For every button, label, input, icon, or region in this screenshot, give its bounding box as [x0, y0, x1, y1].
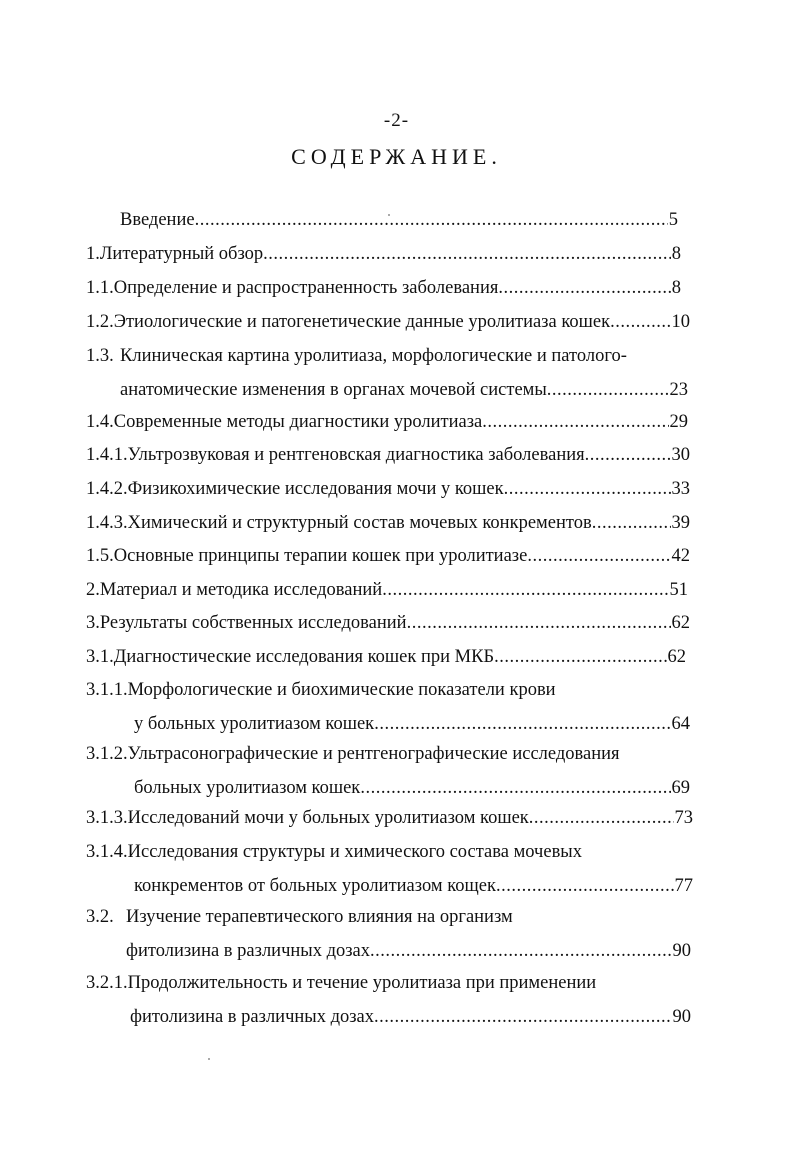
toc-leader-dots [370, 940, 671, 962]
toc-entry-text: Материал и методика исследований [99, 580, 383, 600]
toc-leader-dots [263, 243, 671, 265]
toc-entry-text: Этиологические и патогенетические данные уролитиаза кошек [113, 312, 611, 332]
page-title: СОДЕРЖАНИЕ. [291, 144, 502, 169]
toc-entry-text: Литературный обзор [99, 244, 264, 264]
toc-entry-continuation: конкрементов от больных уролитиазом кощек [134, 876, 496, 896]
toc-leader-dots [592, 512, 671, 534]
scan-speck [208, 1058, 210, 1060]
toc-entry-text: Морфологические и биохимические показатели крови [127, 680, 556, 700]
toc-entry-3-1-4 [86, 841, 693, 899]
toc-entry-1-1 [86, 277, 681, 301]
toc-entry-page: 73 [674, 808, 693, 828]
toc-entry-text: Основные принципы терапии кошек при уролитиазе [113, 546, 528, 566]
toc-entry-3-2 [86, 906, 691, 964]
toc-entry-page: 8 [671, 244, 681, 264]
toc-entry-number: 3.1.3. [86, 808, 128, 828]
toc-leader-dots [498, 277, 670, 299]
toc-leader-dots [360, 777, 670, 799]
toc-entry-text: Физикохимические исследования мочи у кошек [127, 479, 504, 499]
toc-entry-number: 1.3. [86, 346, 114, 366]
toc-entry-page: 90 [672, 1007, 691, 1027]
toc-entry-text: Продолжительность и течение уролитиаза при применении [127, 973, 597, 993]
toc-entry-1-4-2 [86, 478, 690, 502]
toc-entry-text: Современные методы диагностики уролитиаза [113, 412, 483, 432]
toc-entry-page: 10 [671, 312, 690, 332]
toc-entry-3-1-1 [86, 679, 690, 737]
toc-entry-page: 42 [671, 546, 690, 566]
toc-entry-page: 64 [671, 714, 690, 734]
toc-entry-3-1-3 [86, 807, 693, 831]
toc-entry-1 [86, 243, 681, 267]
toc-entry-page: 62 [671, 613, 690, 633]
toc-entry-text: Ультрасонографические и рентгенографические исследования [127, 744, 620, 764]
toc-entry-number: 3.2.1. [86, 973, 128, 993]
toc-entry-1-4 [86, 411, 688, 435]
toc-leader-dots [374, 1006, 671, 1028]
toc-entry-number: 1.4.3. [86, 513, 128, 533]
toc-entry-number: 1.5. [86, 546, 114, 566]
toc-leader-dots [504, 478, 671, 500]
toc-entry-page: 51 [669, 580, 688, 600]
toc-entry-text: Диагностические исследования кошек при МКБ [113, 647, 495, 667]
toc-entry-page: 62 [667, 647, 686, 667]
toc-leader-dots [547, 379, 669, 401]
toc-entry-number: 3.1.1. [86, 680, 128, 700]
toc-entry-introduction [120, 209, 678, 233]
toc-entry-text: Введение [120, 210, 195, 230]
toc-entry-text: Клиническая картина уролитиаза, морфологические и патолого- [120, 346, 627, 366]
toc-entry-text: Химический и структурный состав мочевых конкрементов [127, 513, 592, 533]
toc-leader-dots [494, 646, 666, 668]
toc-entry-number: 3.2. [86, 907, 114, 927]
toc-entry-number: 3.1. [86, 647, 114, 667]
toc-entry-1-2 [86, 311, 690, 335]
toc-entry-number: 2. [86, 580, 100, 600]
toc-entry-page: 5 [668, 210, 678, 230]
toc-entry-text: Исследований мочи у больных уролитиазом кошек [127, 808, 529, 828]
toc-entry-continuation: у больных уролитиазом кошек [134, 714, 375, 734]
toc-leader-dots [496, 875, 674, 897]
toc-entry-page: 30 [671, 445, 690, 465]
toc-entry-1-4-1 [86, 444, 690, 468]
toc-entry-number: 1. [86, 244, 100, 264]
toc-entry-continuation: анатомические изменения в органах мочевой системы [120, 380, 547, 400]
toc-entry-text: Результаты собственных исследований [99, 613, 407, 633]
toc-entry-page: 23 [669, 380, 688, 400]
toc-leader-dots [529, 807, 674, 829]
toc-entry-continuation: фитолизина в различных дозах [126, 941, 371, 961]
toc-entry-3-1 [86, 646, 686, 670]
toc-entry-2 [86, 579, 688, 603]
toc-entry-continuation: больных уролитиазом кошек [134, 778, 361, 798]
toc-entry-1-5 [86, 545, 690, 569]
toc-entry-page: 90 [672, 941, 691, 961]
toc-entry-number: 3.1.4. [86, 842, 128, 862]
toc-entry-number: 1.2. [86, 312, 114, 332]
toc-leader-dots [382, 579, 668, 601]
toc-entry-3 [86, 612, 690, 636]
toc-entry-page: 77 [674, 876, 693, 896]
toc-entry-page: 29 [669, 412, 688, 432]
toc-entry-1-3 [86, 345, 688, 403]
toc-entry-text: Определение и распространенность заболевания [113, 278, 499, 298]
toc-entry-number: 3.1.2. [86, 744, 128, 764]
toc-entry-page: 39 [671, 513, 690, 533]
toc-entry-text: Изучение терапевтического влияния на организм [126, 907, 513, 927]
toc-entry-3-1-2 [86, 743, 690, 801]
toc-entry-number: 1.4. [86, 412, 114, 432]
toc-leader-dots [195, 209, 668, 231]
toc-entry-page: 33 [671, 479, 690, 499]
toc-leader-dots [374, 713, 670, 735]
toc-entry-page: 69 [671, 778, 690, 798]
toc-leader-dots [482, 411, 668, 433]
toc-entry-number: 1.1. [86, 278, 114, 298]
toc-leader-dots [407, 612, 671, 634]
toc-leader-dots [527, 545, 670, 567]
toc-entry-number: 1.4.2. [86, 479, 128, 499]
scan-speck [388, 214, 390, 216]
toc-entry-text: Ультрозвуковая и рентгеновская диагностика заболевания [127, 445, 585, 465]
toc-entry-1-4-3 [86, 512, 690, 536]
page-number: -2- [383, 110, 410, 131]
toc-entry-number: 1.4.1. [86, 445, 128, 465]
toc-entry-page: 8 [671, 278, 681, 298]
toc-entry-number: 3. [86, 613, 100, 633]
toc-leader-dots [585, 444, 671, 466]
toc-entry-text: Исследования структуры и химического состава мочевых [127, 842, 582, 862]
toc-entry-continuation: фитолизина в различных дозах [130, 1007, 375, 1027]
toc-entry-3-2-1 [86, 972, 691, 1030]
toc-leader-dots [610, 311, 670, 333]
